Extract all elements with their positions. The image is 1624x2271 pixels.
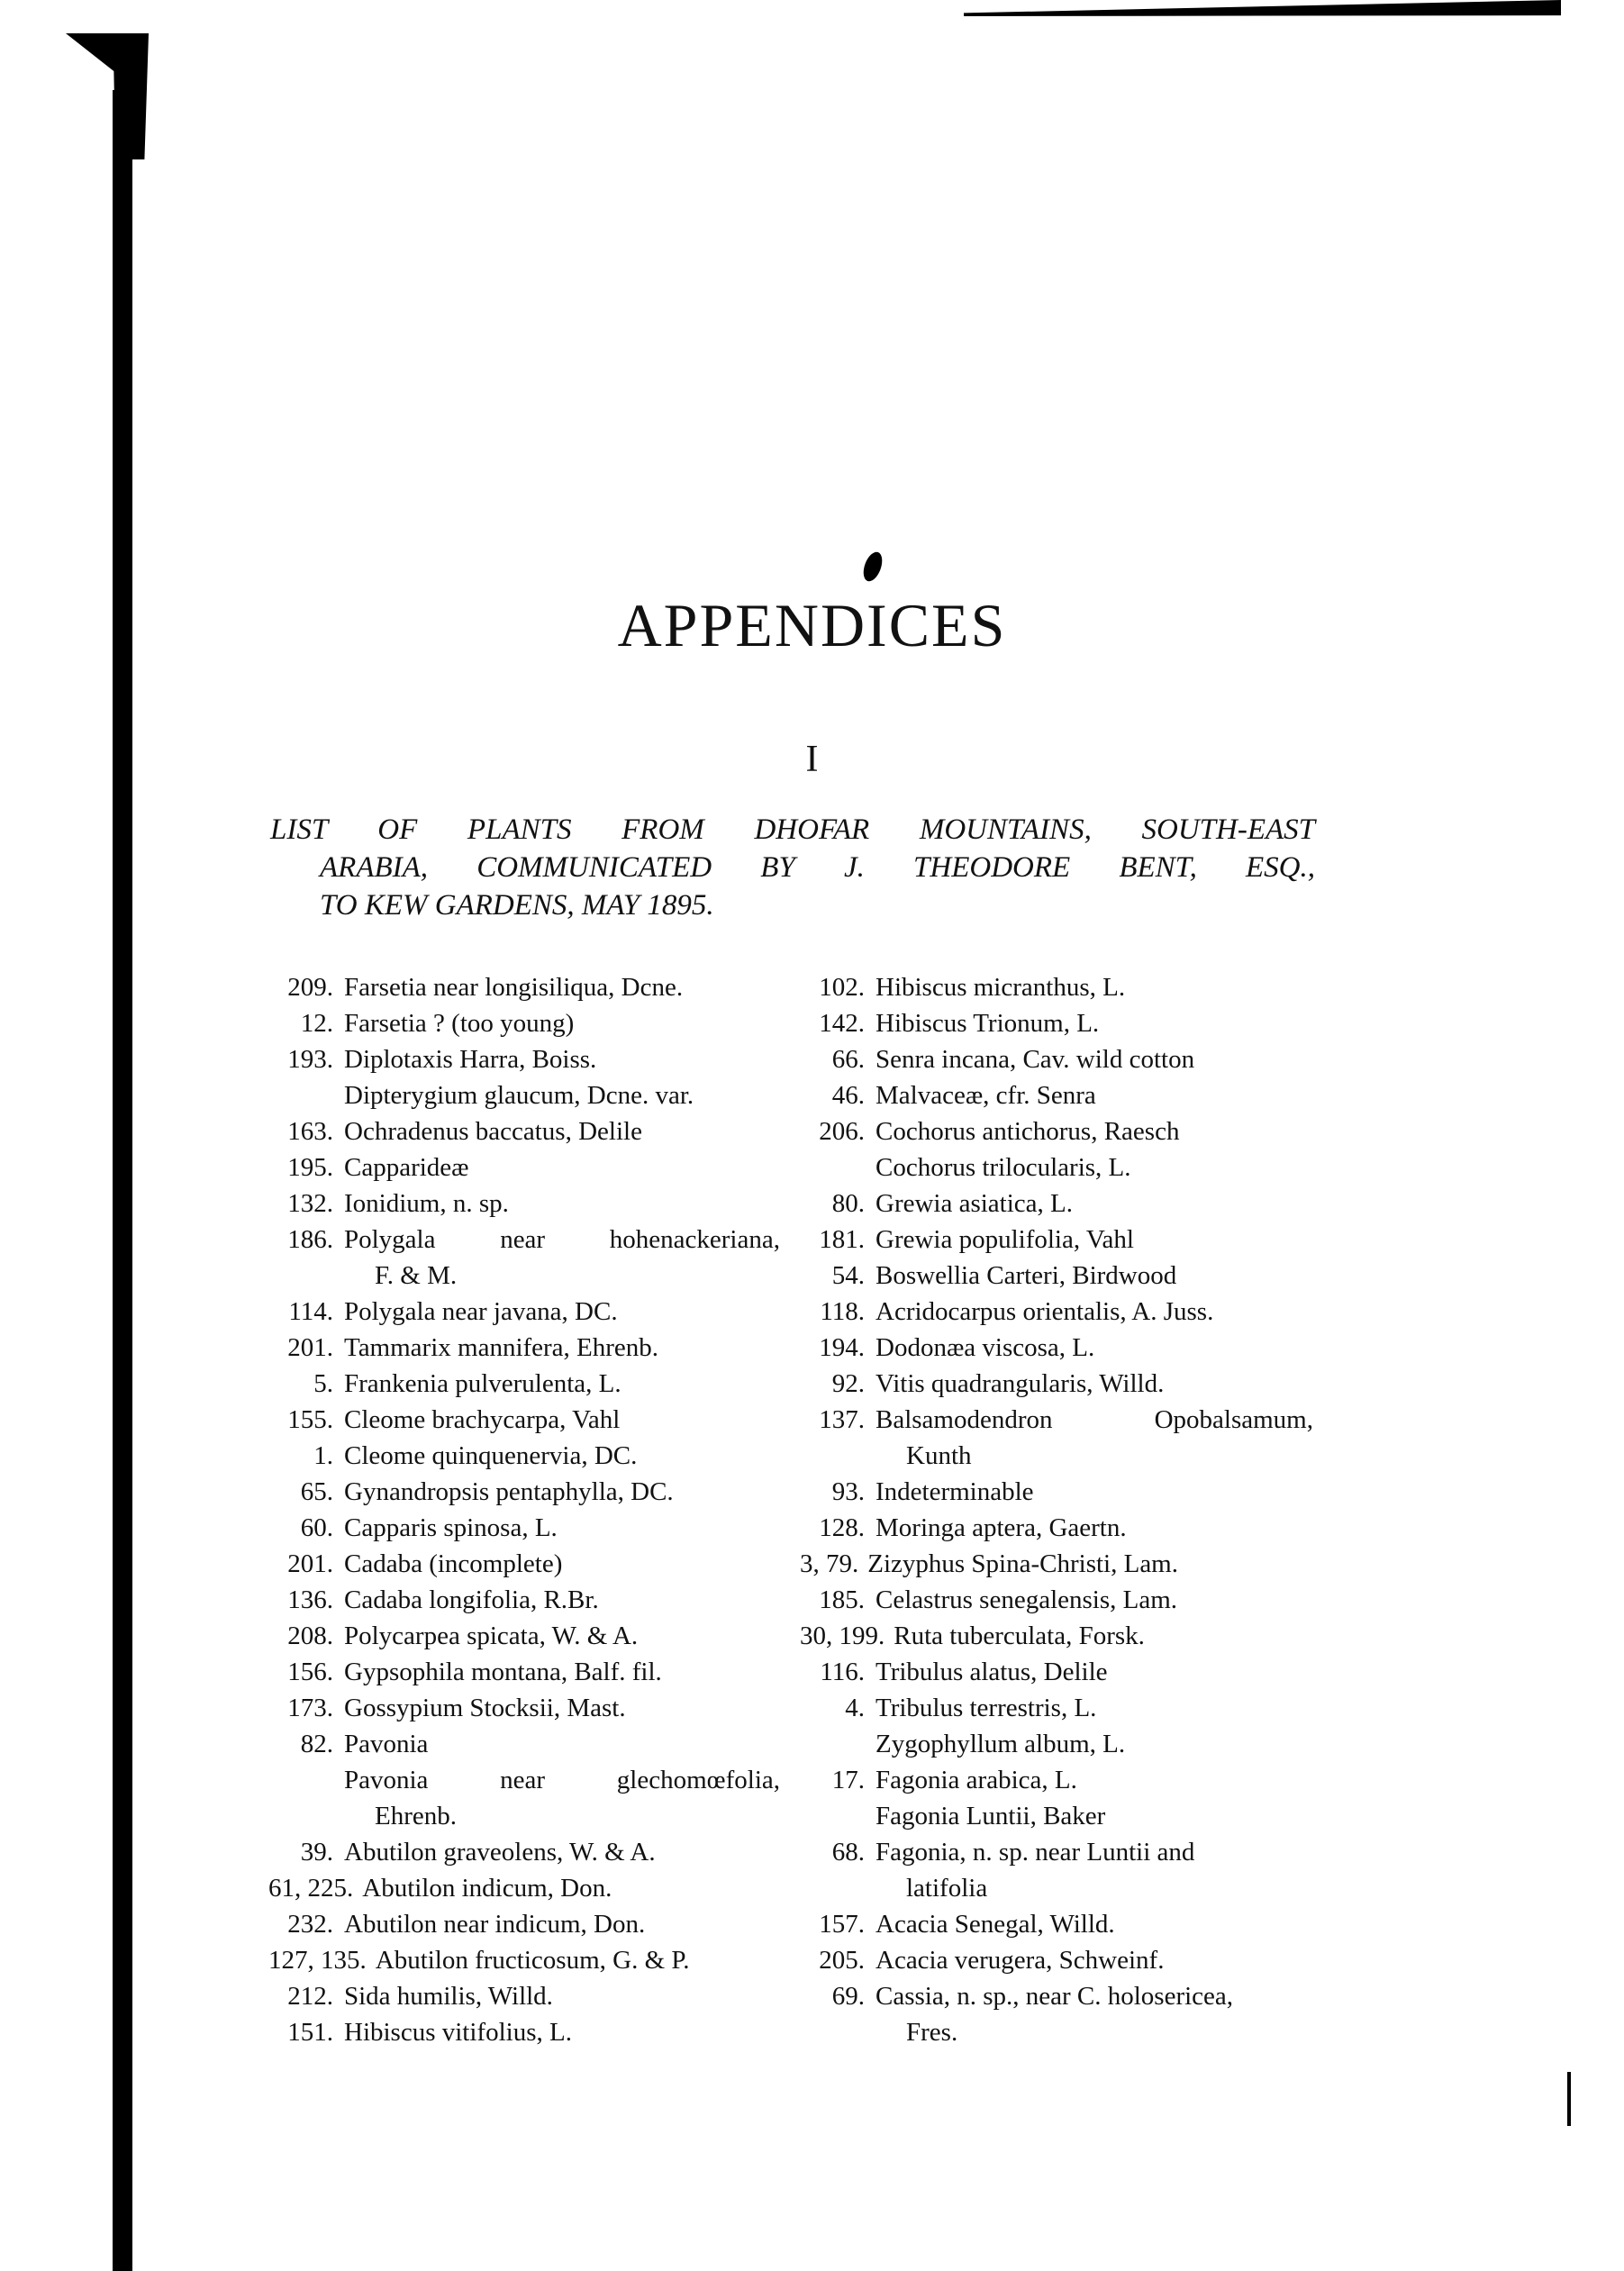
plant-name: Frankenia pulverulenta, L. [344,1369,621,1398]
list-item [268,1510,780,1546]
list-item [800,969,1313,1005]
specimen-number: 17. [831,1766,865,1794]
list-item [268,1222,780,1258]
specimen-number: 142. [819,1009,865,1038]
specimen-number: 54. [831,1261,865,1290]
list-item [800,2014,1313,2050]
ink-blot [860,550,886,584]
plant-name: Gypsophila montana, Balf. fil. [344,1658,662,1686]
specimen-number: 80. [831,1189,865,1218]
list-item [268,1438,780,1474]
list-item [800,1113,1313,1149]
plant-name: Malvaceæ, cfr. Senra [876,1081,1096,1110]
list-item [268,1077,780,1113]
plant-name: Acridocarpus orientalis, A. Juss. [876,1297,1214,1326]
plant-name: Pavonia [344,1730,429,1758]
plant-name: Cochorus antichorus, Raesch [876,1117,1180,1146]
list-item [800,1582,1313,1618]
list-item [268,1654,780,1690]
list-item [800,1870,1313,1906]
plant-name: Cadaba longifolia, R.Br. [344,1585,599,1614]
specimen-number: 65. [300,1477,333,1506]
specimen-number: 69. [831,1982,865,2011]
plant-name: Tammarix mannifera, Ehrenb. [344,1333,659,1362]
list-item [800,1438,1313,1474]
plant-name: Grewia populifolia, Vahl [876,1225,1134,1254]
specimen-number: 163. [287,1117,333,1146]
specimen-number: 39. [300,1838,333,1867]
specimen-number: 212. [287,1982,333,2011]
specimen-number: 186. [287,1225,333,1254]
specimen-number: 102. [819,973,865,1002]
specimen-number [268,1762,344,1798]
specimen-number: 193. [287,1045,333,1074]
list-item [800,1906,1313,1942]
list-item [800,1942,1313,1978]
plant-name: Acacia Senegal, Willd. [876,1910,1115,1939]
plant-name: Diplotaxis Harra, Boiss. [344,1045,597,1074]
list-item [800,1798,1313,1834]
specimen-number: 12. [300,1009,333,1038]
specimen-number: 181. [819,1225,865,1254]
plant-list-right-column [800,969,1313,2050]
list-item [268,1330,780,1366]
specimen-number: 1. [313,1441,333,1470]
specimen-number [268,1798,344,1834]
list-item [268,1906,780,1942]
list-item [268,1258,780,1294]
specimen-number: 185. [819,1585,865,1614]
specimen-number: 205. [819,1946,865,1975]
plant-name: Kunth [906,1441,972,1470]
list-item [268,1185,780,1222]
list-item [268,1978,780,2014]
plant-name: Fagonia arabica, L. [876,1766,1077,1794]
plant-name: Polycarpea spicata, W. & A. [344,1621,639,1650]
plant-name: Zygophyllum album, L. [876,1730,1126,1758]
specimen-number [800,1798,876,1834]
list-item [268,1690,780,1726]
plant-name: Tribulus terrestris, L. [876,1694,1097,1722]
plant-name: Indeterminable [876,1477,1034,1506]
plant-name: Vitis quadrangularis, Willd. [876,1369,1165,1398]
specimen-number: 201. [287,1549,333,1578]
list-item [268,1041,780,1077]
specimen-number: 137. [819,1405,865,1434]
list-item [268,1005,780,1041]
list-item [268,1474,780,1510]
list-item [268,1798,780,1834]
specimen-number: 195. [287,1153,333,1182]
plant-name: Gossypium Stocksii, Mast. [344,1694,626,1722]
list-item [800,1618,1313,1654]
specimen-number [268,1258,344,1294]
list-item [268,1618,780,1654]
page-title: APPENDICES [617,591,1007,659]
specimen-number [800,1726,876,1762]
list-item [800,1330,1313,1366]
specimen-number: 60. [300,1513,333,1542]
binding-edge [113,90,132,2271]
list-item [268,1762,780,1798]
specimen-number: 5. [313,1369,333,1398]
specimen-number: 156. [287,1658,333,1686]
list-item [800,1258,1313,1294]
subtitle-line: TO KEW GARDENS, MAY 1895. [320,889,714,922]
plant-name: Moringa aptera, Gaertn. [876,1513,1127,1542]
plant-name: Acacia verugera, Schweinf. [876,1946,1165,1975]
plant-name: Cleome brachycarpa, Vahl [344,1405,621,1434]
specimen-number: 116. [820,1658,865,1686]
plant-name: Cochorus trilocularis, L. [876,1153,1131,1182]
plant-name: Ochradenus baccatus, Delile [344,1117,642,1146]
list-item [268,1149,780,1185]
list-item [268,1546,780,1582]
list-item [268,1942,780,1978]
specimen-number [800,1438,876,1474]
plant-name: Hibiscus micranthus, L. [876,973,1126,1002]
list-item [268,1870,780,1906]
specimen-number: 3, 79. [800,1549,859,1578]
plant-name: Fres. [906,2018,958,2047]
list-item [800,1077,1313,1113]
list-item [800,1185,1313,1222]
plant-name: Boswellia Carteri, Birdwood [876,1261,1177,1290]
margin-mark [1567,2072,1571,2126]
list-item [800,1402,1313,1438]
plant-name: Farsetia ? (too young) [344,1009,575,1038]
plant-name: Ehrenb. [375,1802,457,1830]
list-item [800,1222,1313,1258]
list-item [800,1834,1313,1870]
plant-name: Dodonæa viscosa, L. [876,1333,1095,1362]
appendix-number: I [805,739,819,780]
specimen-number: 68. [831,1838,865,1867]
subtitle-line: ARABIA, COMMUNICATED BY J. THEODORE BENT, ESQ., [320,851,1315,884]
specimen-number: 151. [287,2018,333,2047]
specimen-number: 4. [845,1694,865,1722]
appendix-subtitle [270,811,1315,924]
binding-shadow [66,33,149,159]
specimen-number: 157. [819,1910,865,1939]
specimen-number: 61, 225. [268,1874,354,1903]
specimen-number: 118. [820,1297,865,1326]
plant-name: Ionidium, n. sp. [344,1189,509,1218]
list-item [800,1149,1313,1185]
specimen-number: 155. [287,1405,333,1434]
plant-name: Dipterygium glaucum, Dcne. var. [344,1081,694,1110]
list-item [800,1366,1313,1402]
plant-name: Cleome quinquenervia, DC. [344,1441,638,1470]
list-item [268,1402,780,1438]
plant-name: Fagonia Luntii, Baker [876,1802,1106,1830]
specimen-number [268,1077,344,1113]
list-item [268,1726,780,1762]
plant-name: Hibiscus vitifolius, L. [344,2018,572,2047]
subtitle-line: LIST OF PLANTS FROM DHOFAR MOUNTAINS, SOUTH-EAST [270,813,1315,846]
specimen-number: 194. [819,1333,865,1362]
specimen-number [800,2014,876,2050]
plant-name: Celastrus senegalensis, Lam. [876,1585,1178,1614]
list-item [800,1726,1313,1762]
list-item [268,1294,780,1330]
list-item [268,1582,780,1618]
specimen-number: 30, 199. [800,1621,885,1650]
plant-name: F. & M. [375,1261,458,1290]
list-item [268,969,780,1005]
page-top-edge-shadow [964,0,1561,16]
plant-name: Zizyphus Spina-Christi, Lam. [867,1549,1178,1578]
specimen-number: 201. [287,1333,333,1362]
list-item [268,2014,780,2050]
specimen-number [800,1870,876,1906]
specimen-number: 206. [819,1117,865,1146]
list-item [268,1113,780,1149]
specimen-number: 114. [288,1297,333,1326]
plant-name: Cadaba (incomplete) [344,1549,563,1578]
plant-name: Cassia, n. sp., near C. holosericea, [876,1982,1234,2011]
specimen-number: 92. [831,1369,865,1398]
specimen-number [800,1149,876,1185]
plant-name: Senra incana, Cav. wild cotton [876,1045,1195,1074]
specimen-number: 173. [287,1694,333,1722]
list-item [268,1366,780,1402]
specimen-number: 136. [287,1585,333,1614]
plant-name: Abutilon fructicosum, G. & P. [375,1946,690,1975]
list-item [800,1762,1313,1798]
plant-name: Balsamodendron Opobalsamum, [876,1405,1313,1434]
plant-list-left-column [268,969,780,2050]
plant-name: Abutilon indicum, Don. [362,1874,612,1903]
list-item [800,1005,1313,1041]
plant-name: Fagonia, n. sp. near Luntii and [876,1838,1195,1867]
specimen-number: 232. [287,1910,333,1939]
list-item [800,1546,1313,1582]
plant-name: Capparideæ [344,1153,469,1182]
list-item [800,1294,1313,1330]
list-item [800,1654,1313,1690]
list-item [800,1474,1313,1510]
specimen-number: 82. [300,1730,333,1758]
specimen-number: 209. [287,973,333,1002]
plant-name: Ruta tuberculata, Forsk. [894,1621,1145,1650]
plant-name: Farsetia near longisiliqua, Dcne. [344,973,684,1002]
plant-name: Abutilon near indicum, Don. [344,1910,646,1939]
plant-name: latifolia [906,1874,988,1903]
plant-name: Pavonia near glechomœfolia, [344,1766,780,1794]
plant-name: Grewia asiatica, L. [876,1189,1074,1218]
list-item [800,1690,1313,1726]
list-item [800,1510,1313,1546]
plant-name: Polygala near javana, DC. [344,1297,618,1326]
plant-name: Sida humilis, Willd. [344,1982,553,2011]
plant-name: Capparis spinosa, L. [344,1513,558,1542]
list-item [800,1041,1313,1077]
specimen-number: 93. [831,1477,865,1506]
plant-name: Hibiscus Trionum, L. [876,1009,1100,1038]
specimen-number: 46. [831,1081,865,1110]
specimen-number: 127, 135. [268,1946,367,1975]
specimen-number: 66. [831,1045,865,1074]
specimen-number: 208. [287,1621,333,1650]
specimen-number: 128. [819,1513,865,1542]
list-item [800,1978,1313,2014]
specimen-number: 132. [287,1189,333,1218]
list-item [268,1834,780,1870]
plant-name: Polygala near hohenackeriana, [344,1225,780,1254]
plant-name: Abutilon graveolens, W. & A. [344,1838,656,1867]
plant-name: Tribulus alatus, Delile [876,1658,1108,1686]
plant-name: Gynandropsis pentaphylla, DC. [344,1477,674,1506]
